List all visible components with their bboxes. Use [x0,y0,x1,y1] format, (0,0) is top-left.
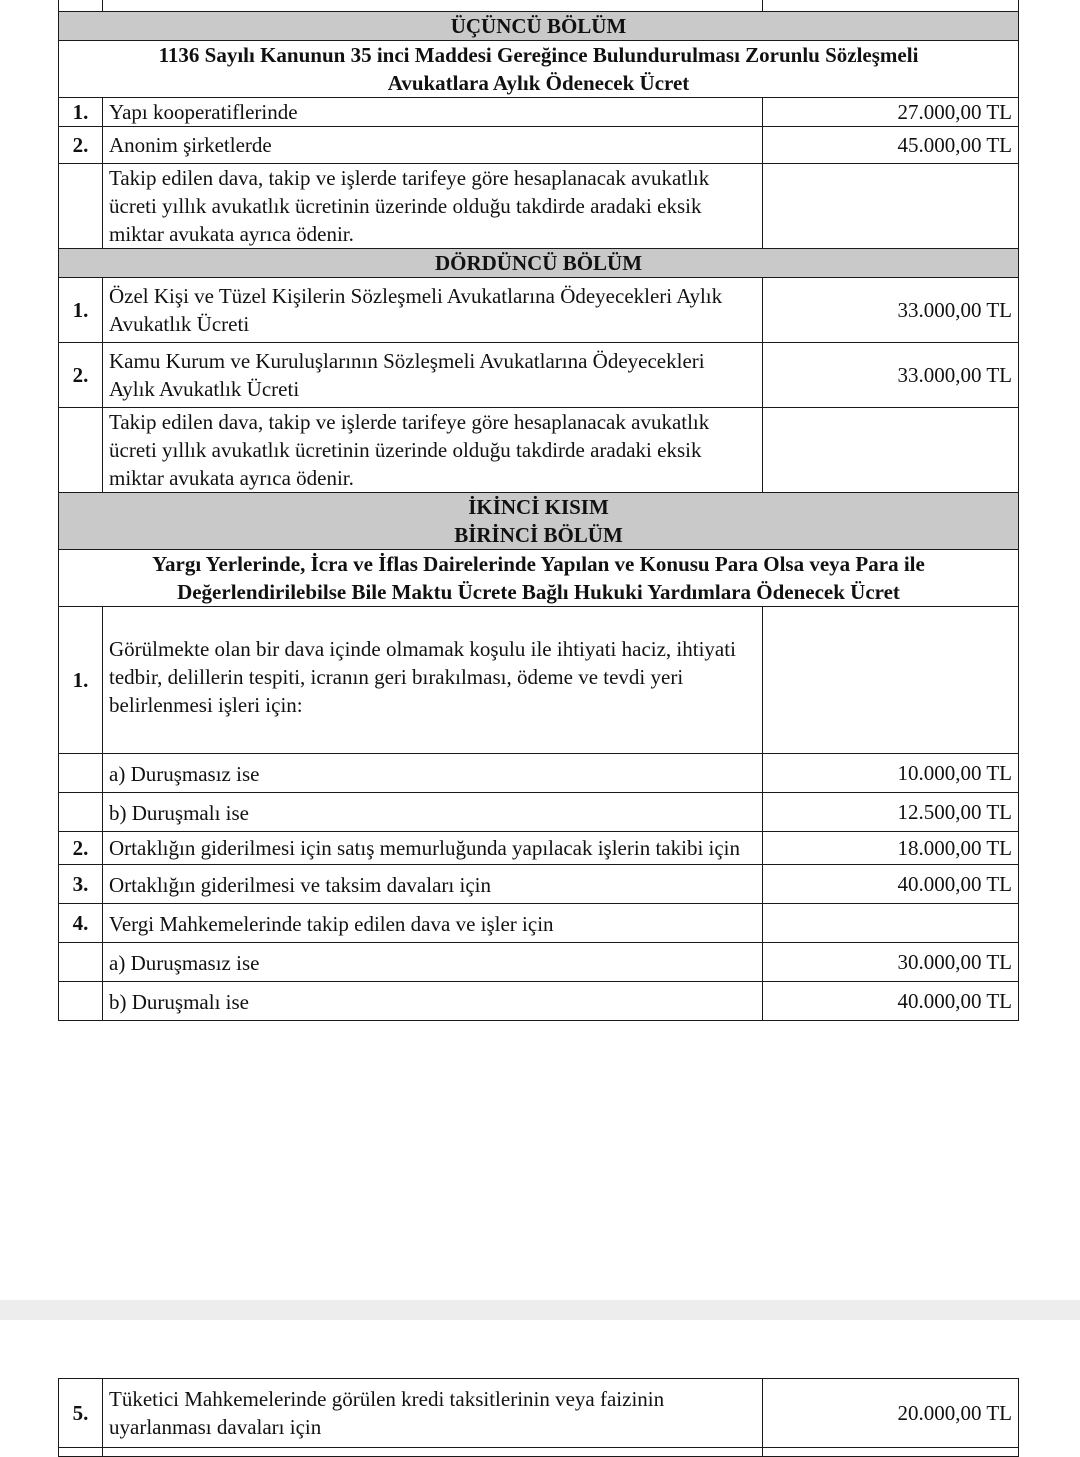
row-number: 2. [59,127,103,164]
table-row [59,832,1019,865]
row-amount: 45.000,00 TL [763,127,1019,164]
fee-table-page-2 [58,1378,1019,1457]
part-header [59,493,1019,550]
row-number: 2. [59,832,103,865]
row-description: Vergi Mahkemelerinde takip edilen dava ve işler için [103,904,763,943]
row-description: Görülmekte olan bir dava içinde olmamak koşulu ile ihtiyati haciz, ihtiyati tedbir, delillerin tespiti, icranın geri bırakılması, ödeme ve tevdi yeri belirlenmesi işleri için: [103,607,763,754]
note-text: Takip edilen dava, takip ve işlerde tarifeye göre hesaplanacak avukatlık ücreti yıllık avukatlık ücretinin üzerinde olduğu takdirde aradaki eksik miktar avukata ayrıca ödenir. [103,408,763,493]
table-row [59,982,1019,1021]
row-number: 1. [59,98,103,127]
row-number: 3. [59,865,103,904]
section-title-third: 1136 Sayılı Kanunun 35 inci Maddesi Gereğince Bulundurulması Zorunlu Sözleşmeli Avukatlara Aylık Ödenecek Ücret [59,41,1019,98]
section-title-row [59,550,1019,607]
row-amount: 33.000,00 TL [763,278,1019,343]
row-amount: 12.500,00 TL [763,793,1019,832]
document-page-2 [0,1320,1080,1456]
section-header-fourth: DÖRDÜNCÜ BÖLÜM [59,249,1019,278]
row-number: 1. [59,607,103,754]
section-header-third: ÜÇÜNCÜ BÖLÜM [59,12,1019,41]
section-header-row [59,493,1019,550]
fee-table-page-1 [58,0,1019,1021]
row-number: 5. [59,1379,103,1448]
row-description: Ortaklığın giderilmesi için satış memurluğunda yapılacak işlerin takibi için [103,832,763,865]
table-row [59,98,1019,127]
table-row [59,278,1019,343]
table-row [59,943,1019,982]
section-title-row [59,41,1019,98]
row-description: b) Duruşmalı ise [103,793,763,832]
row-amount: 27.000,00 TL [763,98,1019,127]
row-amount: 20.000,00 TL [763,1379,1019,1448]
row-number: 4. [59,904,103,943]
table-row [59,343,1019,408]
row-amount: 40.000,00 TL [763,865,1019,904]
table-row [59,0,1019,12]
row-amount: 30.000,00 TL [763,943,1019,982]
row-amount: 18.000,00 TL [763,832,1019,865]
row-description: Ortaklığın giderilmesi ve taksim davaları için [103,865,763,904]
section-header-row [59,12,1019,41]
note-row [59,408,1019,493]
row-number: 2. [59,343,103,408]
row-description: a) Duruşmasız ise [103,943,763,982]
row-description: Anonim şirketlerde [103,127,763,164]
note-text: Takip edilen dava, takip ve işlerde tarifeye göre hesaplanacak avukatlık ücreti yıllık avukatlık ücretinin üzerinde olduğu takdirde aradaki eksik miktar avukata ayrıca ödenir. [103,164,763,249]
table-row [59,754,1019,793]
table-row [59,865,1019,904]
table-row [59,1379,1019,1448]
table-row [59,127,1019,164]
row-amount: 33.000,00 TL [763,343,1019,408]
row-number: 1. [59,278,103,343]
table-row [59,607,1019,754]
row-description: Kamu Kurum ve Kuruluşlarının Sözleşmeli Avukatlarına Ödeyecekleri Aylık Avukatlık Ücreti [103,343,763,408]
row-description: b) Duruşmalı ise [103,982,763,1021]
row-description: Tüketici Mahkemelerinde görülen kredi taksitlerinin veya faizinin uyarlanması davaları için [103,1379,763,1448]
section-header-row [59,249,1019,278]
row-amount: 10.000,00 TL [763,754,1019,793]
row-amount: 40.000,00 TL [763,982,1019,1021]
row-description: a) Duruşmasız ise [103,754,763,793]
page-separator [0,1300,1080,1320]
section-header-first: BİRİNCİ BÖLÜM [454,523,623,547]
row-description: Özel Kişi ve Tüzel Kişilerin Sözleşmeli Avukatlarına Ödeyecekleri Aylık Avukatlık Ücreti [103,278,763,343]
row-description: Yapı kooperatiflerinde [103,98,763,127]
table-row [59,1448,1019,1457]
table-row [59,904,1019,943]
section-title-first: Yargı Yerlerinde, İcra ve İflas Dairelerinde Yapılan ve Konusu Para Olsa veya Para ile Değerlendirilebilse Bile Maktu Ücrete Bağlı Hukuki Yardımlara Ödenecek Ücret [59,550,1019,607]
note-row [59,164,1019,249]
part-header-label: İKİNCİ KISIM [468,495,609,519]
table-row [59,793,1019,832]
